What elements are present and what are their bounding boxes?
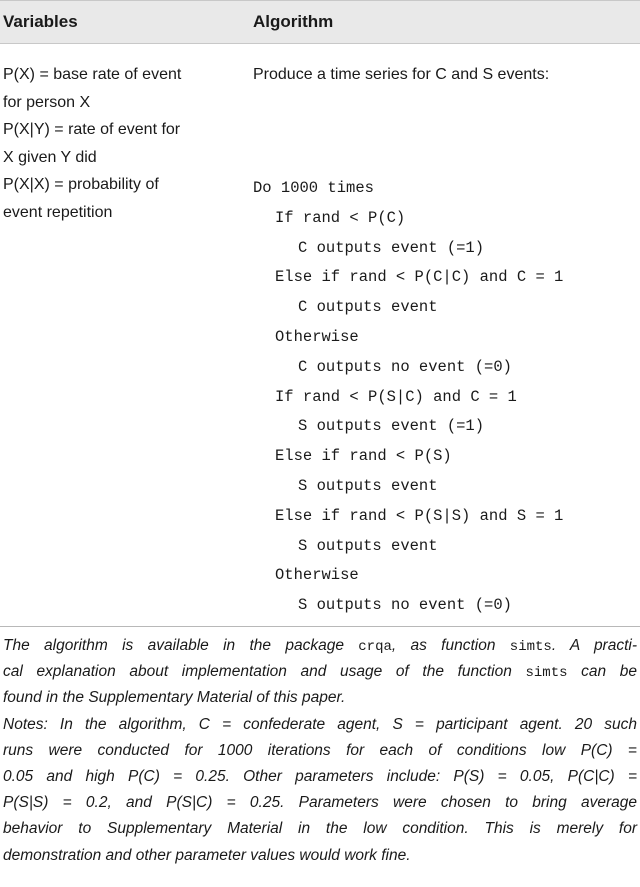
footnote-line: P(S|S) = 0.2, and P(S|C) = 0.25. Parameters were chosen to bring average: [3, 794, 637, 812]
variable-line: X given Y did: [3, 148, 97, 166]
footnote-line: Notes: In the algorithm, C = confederate agent, S = participant agent. 20 such: [3, 715, 637, 733]
footnote-text: cal explanation about implementation and usage of the function: [3, 663, 526, 681]
code-line: C outputs no event (=0): [298, 357, 512, 376]
algorithm-intro: Produce a time series for C and S events:: [253, 66, 550, 83]
code-line: Otherwise: [275, 327, 359, 346]
code-line: S outputs no event (=0): [298, 596, 512, 615]
code-line: C outputs event (=1): [298, 238, 485, 257]
code-line: S outputs event: [298, 536, 438, 555]
footnote-line: [3, 633, 637, 659]
footnote-line: [3, 659, 637, 685]
variable-line: for person X: [3, 93, 91, 111]
table-footnote: [3, 633, 637, 869]
footnote-line: found in the Supplementary Material of this paper.: [3, 689, 346, 707]
variable-line: P(X|Y) = rate of event for: [3, 121, 181, 138]
package-name-code: crqa: [358, 639, 392, 655]
code-line: Else if rand < P(S): [275, 447, 452, 466]
function-name-code: simts: [509, 639, 552, 655]
footnote-line: runs were conducted for 1000 iterations for each of conditions low P(C) =: [3, 741, 637, 759]
function-name-code: simts: [525, 665, 568, 682]
code-line: Else if rand < P(S|S) and S = 1: [275, 506, 564, 525]
table-header: [0, 0, 640, 44]
footnote-text: . A practi-: [551, 637, 638, 654]
footnote-line: demonstration and other parameter values would work fine.: [3, 846, 411, 864]
footnote-line: 0.05 and high P(C) = 0.25. Other parameters include: P(S) = 0.05, P(C|C) =: [3, 767, 637, 785]
variables-cell: [3, 61, 243, 226]
variable-line: P(X) = base rate of event: [3, 66, 182, 83]
code-line: C outputs event: [298, 298, 438, 317]
footnote-text: The algorithm is available in the package: [3, 637, 359, 654]
footnote-text: , as function: [391, 637, 510, 654]
footnote-line: behavior to Supplementary Material in the low condition. This is merely for: [3, 820, 637, 838]
code-line: If rand < P(C): [275, 208, 406, 227]
algorithm-column-header: Algorithm: [253, 12, 334, 31]
code-line: Do 1000 times: [253, 179, 374, 197]
code-line: S outputs event (=1): [298, 417, 485, 436]
footnote-text: can be: [567, 663, 637, 681]
code-line: S outputs event: [298, 476, 438, 495]
code-line: If rand < P(S|C) and C = 1: [275, 387, 517, 406]
code-line: Else if rand < P(C|C) and C = 1: [275, 268, 564, 287]
table-divider: [0, 626, 640, 627]
variable-line: event repetition: [3, 203, 113, 221]
variables-column-header: Variables: [3, 12, 78, 31]
code-line: Otherwise: [275, 566, 359, 585]
variable-line: P(X|X) = probability of: [3, 176, 159, 193]
algorithm-code: [253, 174, 563, 621]
